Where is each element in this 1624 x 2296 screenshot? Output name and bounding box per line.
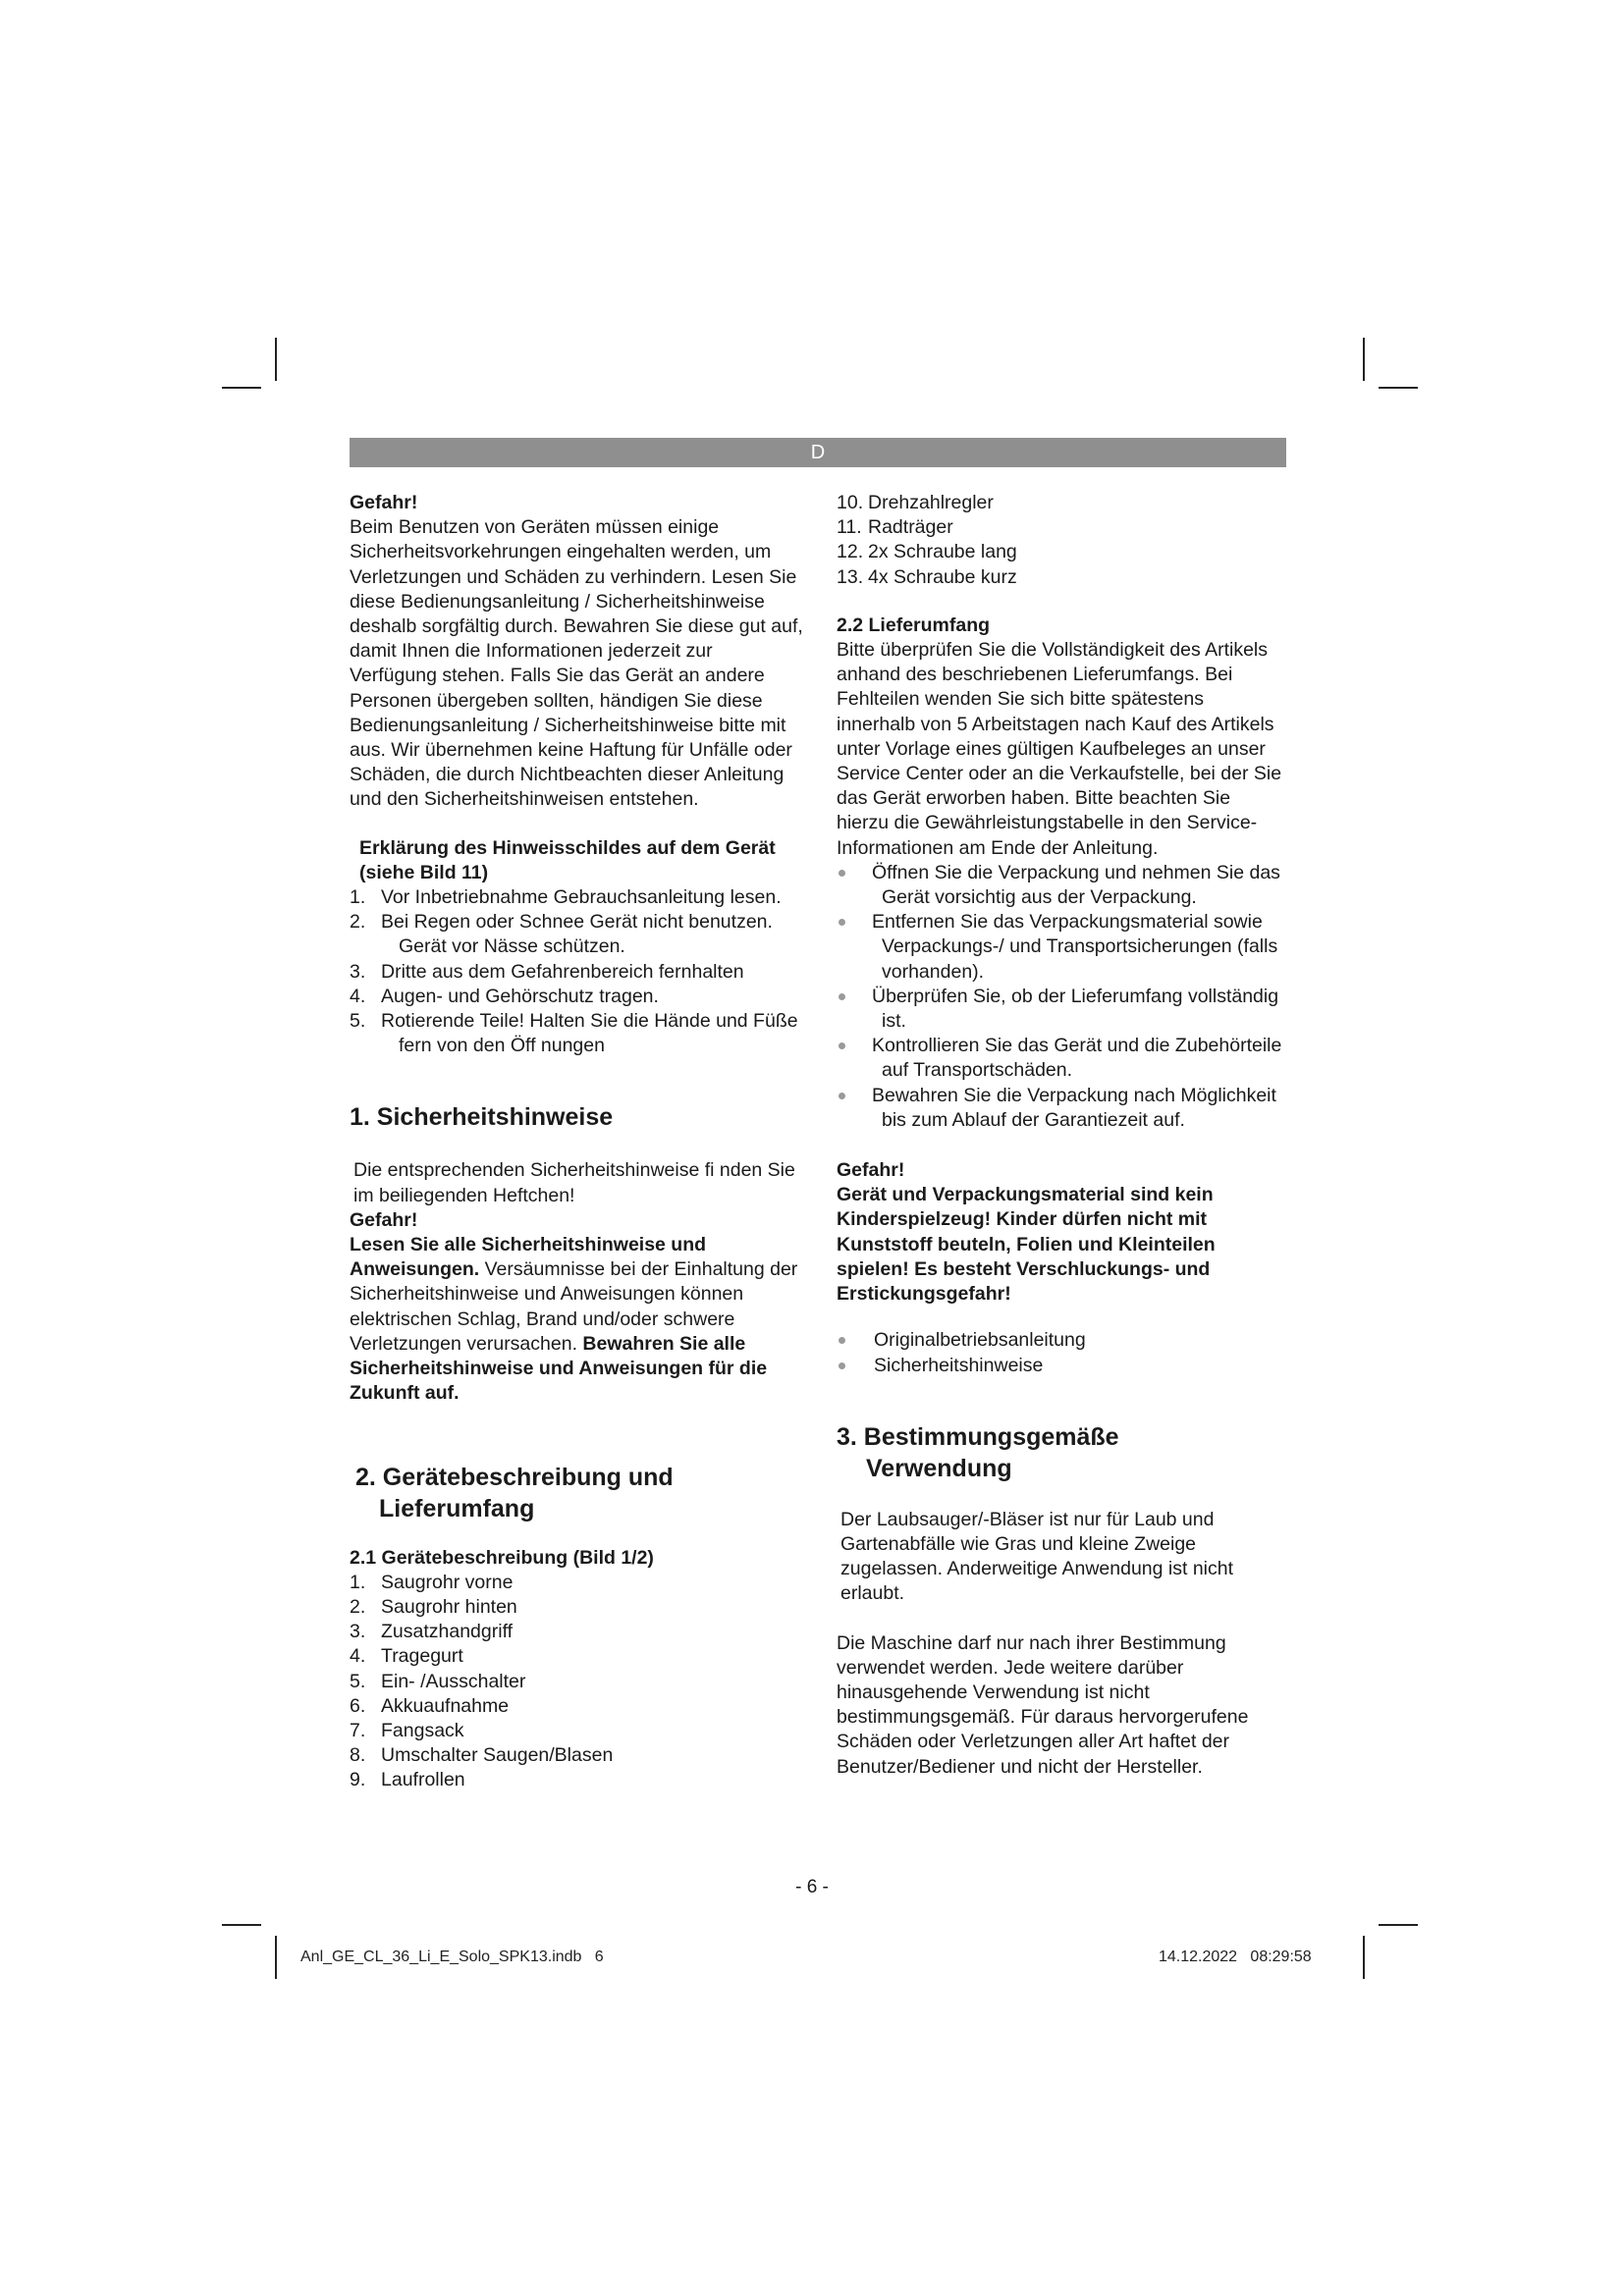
safety-intro: Die entsprechenden Sicherheitshinweise fi nden Sie im beiliegenden Heftchen!: [353, 1159, 795, 1206]
list-item: 2. Bei Regen oder Schnee Gerät nicht benutzen. Gerät vor Nässe schützen.: [350, 911, 773, 958]
list-item: 10. Drehzahlregler: [837, 492, 994, 513]
danger-title: Gefahr!: [837, 1159, 905, 1182]
list-item: 12. 2x Schraube lang: [837, 541, 1017, 563]
list-item: 2. Saugrohr hinten: [350, 1595, 517, 1618]
list-item: Öffnen Sie die Verpackung und nehmen Sie das Gerät vorsichtig aus der Verpackung.: [837, 861, 1286, 910]
crop-mark: [275, 1936, 277, 1979]
bullet-icon: [839, 1042, 845, 1049]
scope-of-delivery-subheading: 2.2 Lieferumfang: [837, 614, 991, 636]
danger-text: Beim Benutzen von Geräten müssen einige Sicherheitsvorkehrungen eingehalten werden, um Verletzungen und Schäden zu verhindern. Lesen Sie diese Bedienungsanleitung / Sicherheitshinweise deshalb sorgfältig durch. Bewahren Sie diese gut auf, damit Ihnen die Informationen jederzeit zur Verfügung stehen. Falls Sie das Gerät an andere Personen übergeben sollten, händigen Sie diese Bedienungsanleitung / Sicherheitshinweise bitte mit aus. Wir übernehmen keine Haftung für Unfälle oder Schäden, die durch Nichtbeachten dieser Anleitung und den Sicherheitshinweisen entstehen.: [350, 516, 803, 811]
sign-explanation-title: Erklärung des Hinweisschildes auf dem Gerät (siehe Bild 11): [359, 836, 776, 883]
intended-use-liability: Die Maschine darf nur nach ihrer Bestimmung verwendet werden. Jede weitere darüber hinausgehende Verwendung ist nicht bestimmungsgemäß. Für daraus hervorgerufene Schäden oder Verletzungen aller Art haftet der Benutzer/Bediener und nicht der Hersteller.: [837, 1631, 1249, 1778]
list-item: 13. 4x Schraube kurz: [837, 565, 1017, 588]
scope-of-delivery-text: Bitte überprüfen Sie die Vollständigkeit des Artikels anhand des beschriebenen Lieferumfangs. Bei Fehlteilen wenden Sie sich bitte spätestens innerhalb von 5 Arbeitstagen nach Kauf des Artikels unter Vorlage eines gültigen Kaufbeleges an unser Service Center oder an die Verkaufstelle, bei der Sie das Gerät erworben haben. Bitte beachten Sie hierzu die Gewährleistungstabelle in den Service-Informationen am Ende der Anleitung.: [837, 639, 1282, 859]
list-item: 5. Rotierende Teile! Halten Sie die Hände und Füße fern von den Öff nungen: [350, 1010, 798, 1057]
list-item: 9. Laufrollen: [350, 1769, 465, 1791]
list-item: Kontrollieren Sie das Gerät und die Zubehörteile auf Transportschäden.: [837, 1034, 1286, 1083]
included-documents-list: [837, 1328, 1286, 1377]
device-parts-list-continued: [837, 491, 1286, 590]
right-column: [837, 491, 1286, 1780]
device-description-subheading: 2.1 Gerätebeschreibung (Bild 1/2): [350, 1546, 654, 1569]
crop-mark: [275, 338, 277, 381]
crop-mark: [1363, 1936, 1365, 1979]
bullet-icon: [839, 1362, 845, 1369]
list-item: Überprüfen Sie, ob der Lieferumfang vollständig ist.: [837, 985, 1286, 1034]
print-file-slug: Anl_GE_CL_36_Li_E_Solo_SPK13.indb 6: [300, 1949, 604, 1965]
bullet-icon: [839, 870, 845, 877]
list-item: 3. Zusatzhandgriff: [350, 1621, 514, 1643]
bullet-icon: [839, 1337, 845, 1344]
list-item: Sicherheitshinweise: [837, 1354, 1286, 1378]
section-heading-safety: 1. Sicherheitshinweise: [350, 1103, 614, 1132]
sign-explanation-list: [350, 885, 803, 1058]
crop-mark: [222, 1924, 261, 1926]
list-item: Originalbetriebsanleitung: [837, 1328, 1286, 1353]
print-timestamp: 14.12.2022 08:29:58: [1159, 1949, 1312, 1965]
left-column: [350, 491, 803, 1793]
section-heading-intended-use: 3. Bestimmungsgemäße Verwendung: [837, 1422, 1119, 1482]
language-header-bar: D: [350, 438, 1286, 467]
device-parts-list: [350, 1571, 803, 1793]
page-number: - 6 -: [795, 1877, 829, 1897]
list-item: 3. Dritte aus dem Gefahrenbereich fernhalten: [350, 960, 744, 983]
safety-text: Lesen Sie alle Sicherheitshinweise und Anweisungen. Versäumnisse bei der Einhaltung der Sicherheitshinweise und Anweisungen können elektrischen Schlag, Brand und/oder schwere Verletzungen verursachen. Bewahren Sie alle Sicherheitshinweise und Anweisungen für die Zukunft auf.: [350, 1234, 798, 1405]
child-danger-warning: Gerät und Verpackungsmaterial sind kein Kinderspielzeug! Kinder dürfen nicht mit Kunststoff beuteln, Folien und Kleinteilen spielen! Es besteht Verschluckungs- und Erstickungsgefahr!: [837, 1184, 1216, 1306]
list-item: Bewahren Sie die Verpackung nach Möglichkeit bis zum Ablauf der Garantiezeit auf.: [837, 1084, 1286, 1133]
bullet-icon: [839, 1093, 845, 1099]
crop-mark: [1379, 1924, 1418, 1926]
list-item: 4. Tragegurt: [350, 1645, 463, 1668]
danger-title: Gefahr!: [350, 492, 418, 513]
danger-title: Gefahr!: [350, 1208, 418, 1231]
list-item: 4. Augen- und Gehörschutz tragen.: [350, 985, 659, 1007]
list-item: 1. Saugrohr vorne: [350, 1571, 514, 1593]
crop-mark: [1379, 387, 1418, 389]
bullet-icon: [839, 993, 845, 1000]
bullet-icon: [839, 919, 845, 926]
list-item: Entfernen Sie das Verpackungsmaterial sowie Verpackungs-/ und Transportsicherungen (falls vorhanden).: [837, 910, 1286, 985]
crop-mark: [1363, 338, 1365, 381]
list-item: 1. Vor Inbetriebnahme Gebrauchsanleitung lesen.: [350, 886, 782, 909]
unpacking-steps-list: [837, 861, 1286, 1133]
list-item: 5. Ein- /Ausschalter: [350, 1670, 526, 1692]
list-item: 7. Fangsack: [350, 1719, 464, 1741]
crop-mark: [222, 387, 261, 389]
list-item: 11. Radträger: [837, 516, 953, 539]
list-item: 8. Umschalter Saugen/Blasen: [350, 1744, 614, 1767]
section-heading-device: 2. Gerätebeschreibung und Lieferumfang: [355, 1463, 674, 1522]
intended-use-text: Der Laubsauger/-Bläser ist nur für Laub und Gartenabfälle wie Gras und kleine Zweige zugelassen. Anderweitige Anwendung ist nicht erlaubt.: [840, 1508, 1234, 1605]
list-item: 6. Akkuaufnahme: [350, 1694, 510, 1717]
